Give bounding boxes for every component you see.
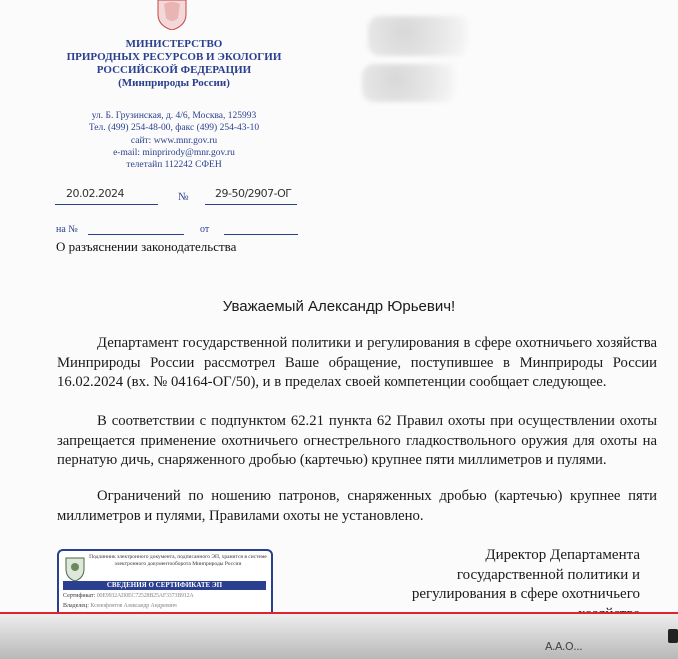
signer-line: государственной политики и (456, 566, 640, 583)
ministry-line: ПРИРОДНЫХ РЕСУРСОВ И ЭКОЛОГИИ (66, 51, 282, 63)
signer-line: регулирования в сфере охотничьего (411, 586, 640, 602)
signer-signature: А.А.О... (545, 640, 583, 653)
letter-greeting: Уважаемый Александр Юрьевич! (222, 298, 456, 315)
stamp-emblem-icon (64, 556, 86, 582)
ministry-line: МИНИСТЕРСТВО (125, 38, 223, 50)
ministry-line: (Минприроды России) (118, 77, 230, 89)
redacted-recipient-name (368, 16, 488, 56)
ministry-line: РОССИЙСКОЙ ФЕДЕРАЦИИ (96, 64, 252, 76)
registration-number: 29-50/2907-ОГ (215, 187, 292, 200)
number-underline (205, 204, 297, 205)
contact-line: Тел. (499) 254-48-00, факс (499) 254-43-10 (88, 123, 260, 134)
body-paragraph: В соответствии с подпунктом 62.21 пункта 62 Правил охоты при осуществлении охоты запрещается применение охотничьего огнестрельного гладкоствольного оружия для охоты на пернатую дичь, снаряженного дробью (картечью) крупнее пяти миллиметров и пулями. (57, 413, 657, 468)
from-label: от (200, 224, 210, 235)
ministry-name (40, 38, 308, 90)
date-underline (55, 204, 158, 205)
stamp-certificate-row: Сертификат: 00E9932AD0EC72528B25AF3373B912A (63, 593, 194, 599)
registration-date: 20.02.2024 (66, 187, 124, 200)
stamp-heading: Подлинник электронного документа, подписанного ЭП, хранится в системе электронного документооборота Минприроды России (89, 554, 267, 567)
reference-label: на № (56, 224, 78, 235)
contact-line: e-mail: minprirody@mnr.gov.ru (113, 147, 235, 158)
contact-line: телетайп 112242 СФЕН (126, 160, 222, 171)
signer-line: Директор Департамента (485, 547, 640, 563)
video-progress-bar[interactable] (0, 612, 678, 614)
scrub-handle-icon[interactable] (668, 629, 678, 643)
contact-line: ул. Б. Грузинская, д. 4/6, Москва, 125993 (91, 111, 257, 121)
body-paragraph: Ограничений по ношению патронов, снаряженных дробью (картечью) крупнее пяти миллиметров и пулями, Правилами охоты не установлено. (57, 488, 657, 524)
reference-underline (88, 234, 184, 235)
contact-line: сайт: www.mnr.gov.ru (130, 135, 218, 146)
ministry-contacts (40, 110, 308, 171)
stamp-title: СВЕДЕНИЯ О СЕРТИФИКАТЕ ЭП (63, 581, 266, 590)
body-paragraph: Департамент государственной политики и регулирования в сфере охотничьего хозяйства Минприроды России рассмотрел Ваше обращение, поступившее в Минприроды России 16.02.2024 (вх. № 04164-ОГ/50), и в пределах своей компетенции сообщает следующее. (57, 335, 657, 390)
redacted-recipient-address (362, 64, 474, 102)
from-underline (224, 234, 298, 235)
registration-number-label: № (178, 191, 189, 203)
letter-subject: О разъяснении законодательства (56, 239, 237, 254)
stamp-owner-row: Владелец: Ксенофонтов Александр Андреевич (63, 603, 177, 609)
coat-of-arms-emblem (150, 0, 194, 30)
